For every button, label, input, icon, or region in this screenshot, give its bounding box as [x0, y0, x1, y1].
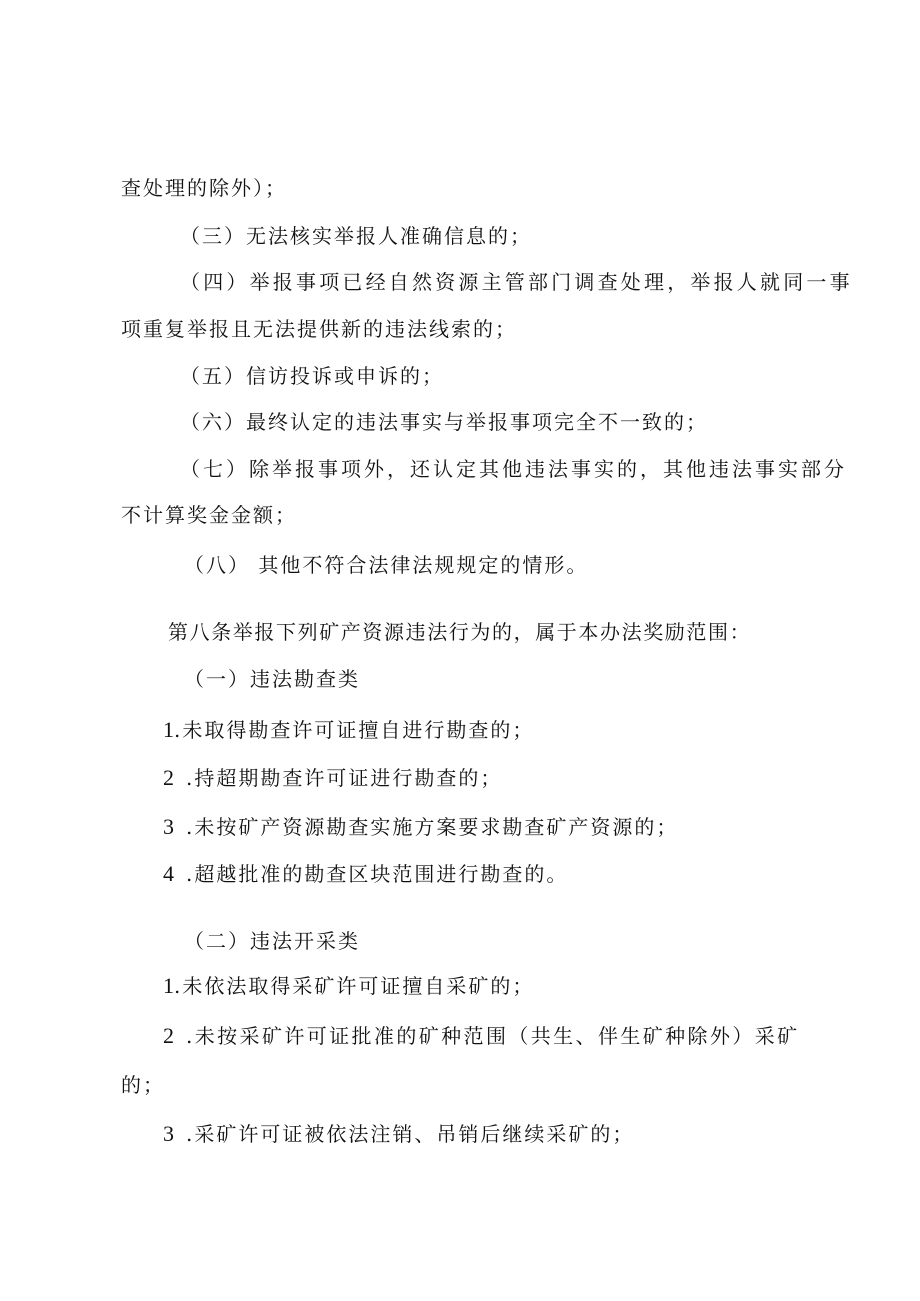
- list-item: [163, 1122, 920, 1146]
- list-number: 3: [163, 814, 174, 839]
- list-number: 2: [163, 765, 174, 790]
- section-heading: （一）违法勘查类: [184, 667, 360, 691]
- section-heading: （二）违法开采类: [184, 929, 360, 953]
- text-line: （三）无法核实举报人准确信息的；: [180, 224, 532, 248]
- list-item-text: .未依法取得采矿许可证擅自采矿的；: [174, 974, 535, 998]
- text-line: （四）举报事项已经自然资源主管部门调查处理，举报人就同一事: [180, 270, 853, 294]
- text-line: （六）最终认定的违法事实与举报事项完全不一致的；: [180, 410, 708, 434]
- list-item-text: .未取得勘查许可证擅自进行勘查的；: [174, 718, 535, 742]
- list-item-text: .未按矿产资源勘查实施方案要求勘查矿产资源的；: [186, 815, 679, 839]
- text-line: 查处理的除外）；: [121, 176, 287, 200]
- list-item: [163, 766, 920, 790]
- list-item: [163, 718, 920, 742]
- list-item: [163, 862, 920, 886]
- article-heading: 第八条举报下列矿产资源违法行为的，属于本办法奖励范围：: [168, 620, 752, 644]
- list-item-text: .超越批准的勘查区块范围进行勘查的。: [186, 862, 569, 886]
- list-item: [163, 1024, 920, 1048]
- list-number: 4: [163, 861, 174, 886]
- list-number: 2: [163, 1023, 174, 1048]
- list-item-text: .持超期勘查许可证进行勘查的；: [186, 766, 503, 790]
- list-item: [163, 815, 920, 839]
- text-line: 不计算奖金金额；: [121, 503, 297, 527]
- list-number: 3: [163, 1121, 174, 1146]
- list-item-text: .未按采矿许可证批准的矿种范围（共生、伴生矿种除外）采矿: [186, 1024, 800, 1048]
- list-item: [163, 974, 920, 998]
- text-line: （七）除举报事项外，还认定其他违法事实的，其他违法事实部分: [180, 457, 847, 481]
- text-line: 项重复举报且无法提供新的违法线索的；: [121, 317, 517, 341]
- text-line: （五）信访投诉或申诉的；: [180, 364, 444, 388]
- text-line: （八） 其他不符合法律法规规定的情形。: [184, 553, 589, 577]
- list-number: 1: [163, 717, 174, 742]
- list-item-text: .采矿许可证被依法注销、吊销后继续采矿的；: [186, 1122, 635, 1146]
- list-number: 1: [163, 973, 174, 998]
- text-line: 的；: [121, 1073, 165, 1097]
